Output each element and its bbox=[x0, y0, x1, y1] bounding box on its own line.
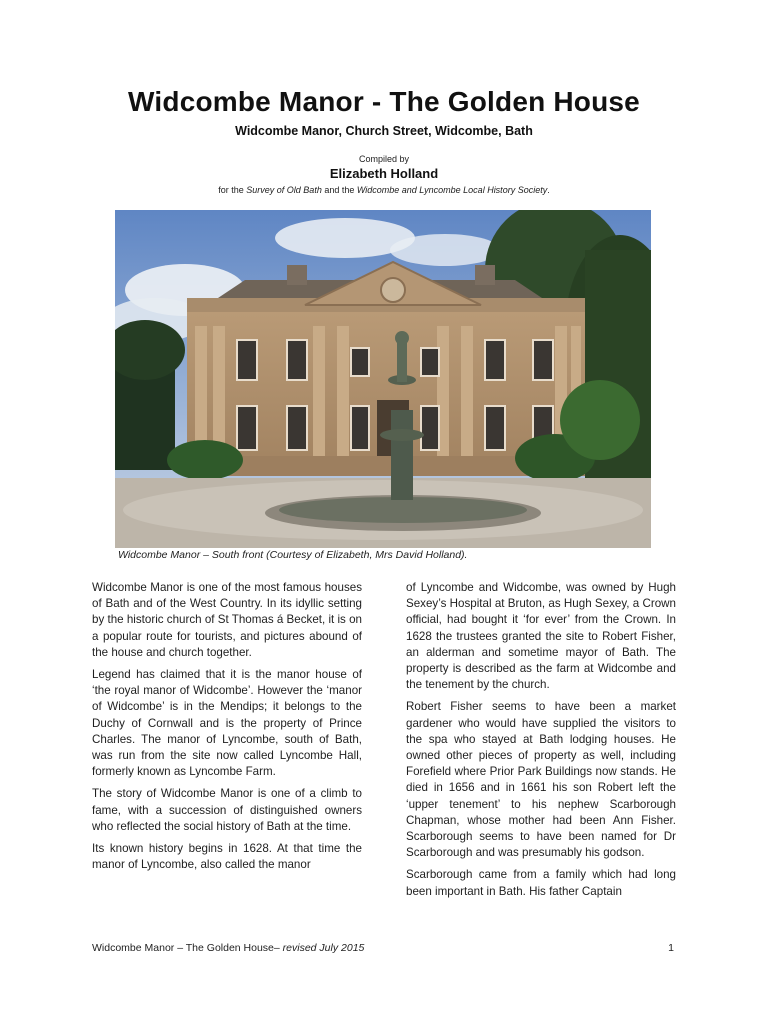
left-paragraph: Legend has claimed that it is the manor house of ‘the royal manor of Widcombe’. However the ‘manor of Widcombe’ is in the Mendips; it belongs to the Duchy of Cornwall and is the property of Prince Charles. The manor of Lyncombe, south of Bath, was run from the site now called Lyncombe Hall, formerly known as Lyncombe Farm. bbox=[92, 668, 362, 779]
photo-caption: Widcombe Manor – South front (Courtesy of Elizabeth, Mrs David Holland). bbox=[118, 549, 468, 561]
right-paragraph: of Lyncombe and Widcombe, was owned by Hugh Sexey’s Hospital at Bruton, as Hugh Sexey, a Crown official, had bought it ‘for ever’ from the Crown. In 1628 the trustees granted the site to Robert Fisher, an alderman and sometime mayor of Bath. The property is described as the farm at Widcombe and the tenement by the church. bbox=[406, 581, 676, 692]
footer-text bbox=[92, 942, 364, 954]
credit-line bbox=[0, 185, 768, 195]
credit-prefix: for the bbox=[218, 185, 247, 195]
left-paragraph: The story of Widcombe Manor is one of a climb to fame, with a succession of distinguished owners who reflected the social history of Bath at the time. bbox=[92, 787, 362, 833]
manor-photo bbox=[115, 210, 651, 548]
page-subtitle: Widcombe Manor, Church Street, Widcombe, Bath bbox=[235, 124, 533, 138]
compiled-by-label: Compiled by bbox=[358, 154, 410, 164]
credit-society: Widcombe and Lyncombe Local History Society bbox=[356, 185, 548, 195]
right-paragraph: Scarborough came from a family which had long been important in Bath. His father Captain bbox=[406, 868, 676, 898]
credit-mid: and the bbox=[321, 185, 357, 195]
manor-photo-illustration bbox=[115, 210, 651, 548]
left-paragraph: Its known history begins in 1628. At that time the manor of Lyncombe, also called the manor bbox=[92, 842, 362, 872]
author-name: Elizabeth Holland bbox=[329, 166, 439, 181]
credit-suffix: . bbox=[547, 185, 550, 195]
credit-survey: Survey of Old Bath bbox=[246, 185, 322, 195]
footer-revision: revised July 2015 bbox=[282, 942, 365, 954]
left-column bbox=[92, 580, 362, 879]
left-paragraph: Widcombe Manor is one of the most famous houses of Bath and of the West Country. In its idyllic setting by the historic church of St Thomas á Becket, it is on a popular route for tourists, and pictures abound of the house and church together. bbox=[92, 581, 362, 659]
right-paragraph: Robert Fisher seems to have been a market gardener who would have supplied the visitors to the spa who stayed at Bath lodging houses. He owned other pieces of property as well, including Forefield where Prior Park Buildings now stands. He died in 1656 and in 1661 his son Robert left the ‘upper tenement’ to his nephew Scarborough Chapman, whose mother had been Ann Fisher. Scarborough seems to have been named for Dr Scarborough and was presumably his godson. bbox=[406, 700, 676, 860]
footer-title: Widcombe Manor – The Golden House– bbox=[92, 942, 283, 954]
page-number: 1 bbox=[668, 942, 674, 954]
right-column bbox=[406, 580, 676, 906]
page-title: Widcombe Manor - The Golden House bbox=[128, 86, 640, 117]
